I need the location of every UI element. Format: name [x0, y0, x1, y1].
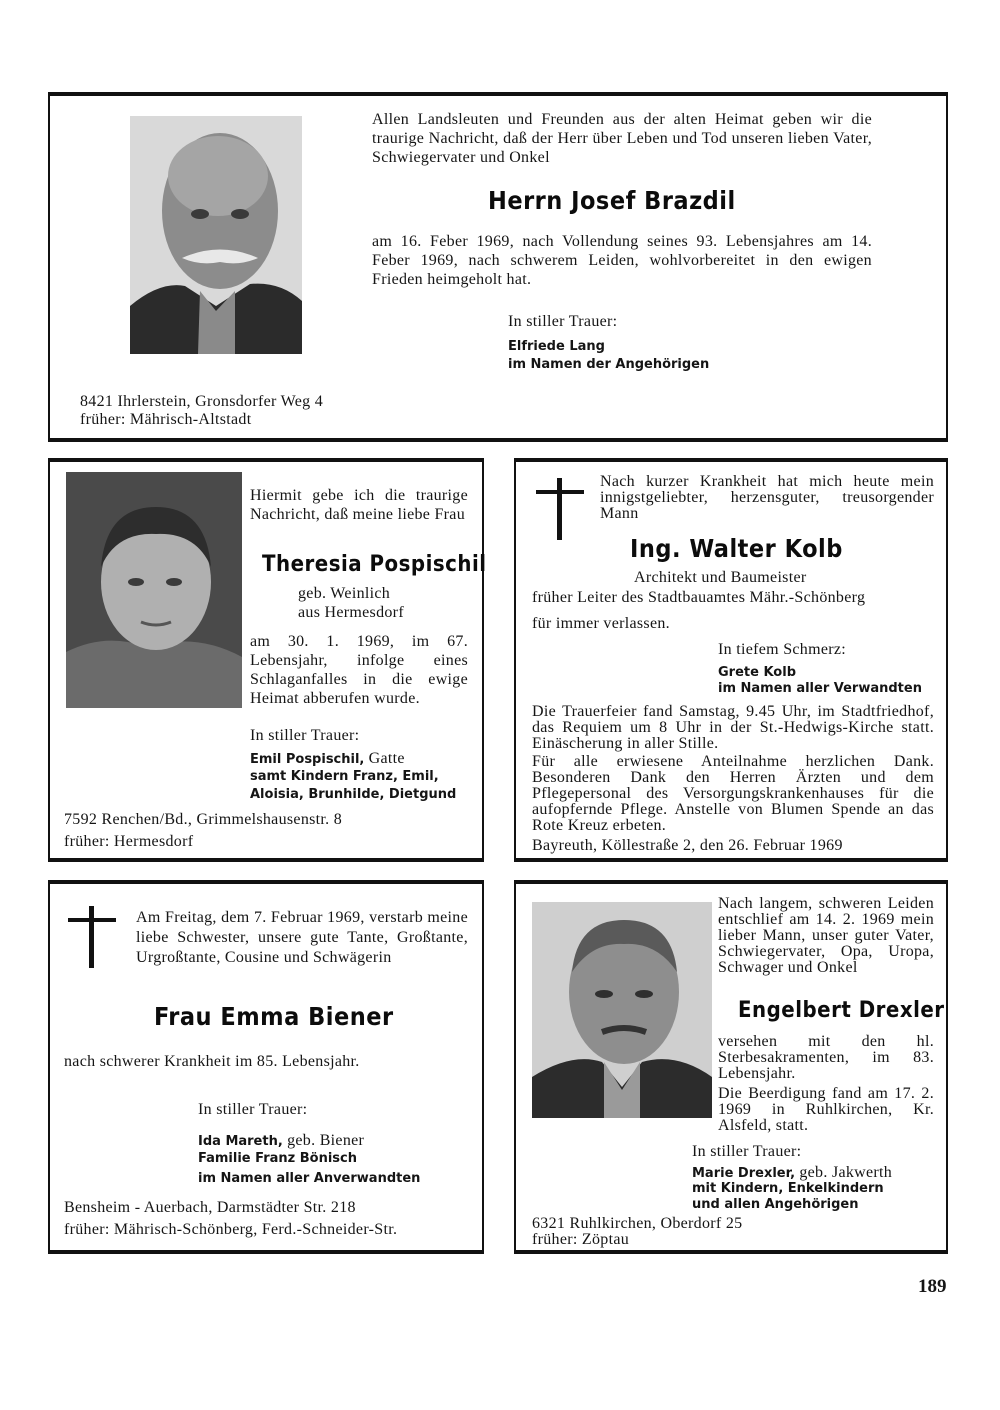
obituary-walter-kolb [514, 458, 948, 862]
address-line: Bensheim - Auerbach, Darmstädter Str. 218 [64, 1199, 356, 1216]
portrait-image [66, 472, 242, 708]
page-number: 189 [918, 1276, 947, 1297]
mourner-line [198, 1130, 364, 1150]
maiden-name: geb. Weinlich [298, 585, 391, 602]
portrait-photo [532, 902, 712, 1118]
former-address: früher: Zöptau [532, 1231, 630, 1248]
burial-text: Die Beerdigung fand am 17. 2. 1969 in Ruhlkirchen, Kr. Alsfeld, statt. [718, 1085, 934, 1134]
portrait-image [532, 902, 712, 1118]
deceased-name: Theresia Pospischil [262, 552, 487, 577]
thanks-text: Für alle erwiesene Anteilnahme herzlichen Dank. Besonderen Dank den Herren Ärzten und dem Pflegepersonal des Versorgungskrankenhauses für die aufopfernde Pflege. Anstelle von Blumen Spende an das Rote Kreuz erbeten. [532, 753, 934, 834]
portrait-photo [130, 116, 302, 354]
sacraments-text: versehen mit den hl. Sterbesakramenten, im 83. Lebensjahr. [718, 1033, 934, 1082]
deceased-name: Engelbert Drexler [738, 998, 945, 1023]
mourning-label: In tiefem Schmerz: [718, 641, 847, 658]
former-address: früher: Mährisch-Altstadt [80, 411, 252, 428]
mourner-maiden-name: geb. Jakwerth [795, 1164, 893, 1181]
profession: Architekt und Baumeister [634, 569, 807, 586]
deceased-name: Herrn Josef Brazdil [488, 186, 736, 215]
mourner-note: im Namen aller Verwandten [718, 681, 922, 696]
mourner-name: Ida Mareth, [198, 1134, 283, 1149]
mourner-note: und allen Angehörigen [692, 1197, 859, 1212]
former-address: früher: Hermesdorf [64, 833, 194, 850]
obituary-theresia-pospischil [48, 458, 487, 862]
details-text: am 16. Feber 1969, nach Vollendung seines 93. Lebensjahres am 14. Feber 1969, nach schwerem Leiden, wohlvorbereitet in den ewigen Frieden heimgeholt hat. [372, 233, 872, 288]
mourner-role: Gatte [364, 750, 405, 767]
mourning-label: In stiller Trauer: [508, 313, 618, 330]
intro-text: Allen Landsleuten und Freunden aus der alten Heimat geben wir die traurige Nachricht, daß der Herr über Leben und Tod unseren lieben Vater, Schwiegervater und Onkel [372, 111, 872, 166]
deceased-name: Ing. Walter Kolb [630, 534, 843, 563]
address-line: 6321 Ruhlkirchen, Oberdorf 25 [532, 1215, 743, 1232]
place-and-date: Bayreuth, Köllestraße 2, den 26. Februar 1969 [532, 837, 843, 854]
cross-icon [536, 478, 584, 540]
address-line: 8421 Ihrlerstein, Gronsdorfer Weg 4 [80, 393, 324, 410]
former-position: früher Leiter des Stadtbauamtes Mähr.-Schönberg [532, 589, 866, 606]
cross-icon [68, 906, 116, 968]
mourner-children: samt Kindern Franz, Emil, [250, 769, 439, 784]
funeral-info: Die Trauerfeier fand Samstag, 9.45 Uhr, im Stadtfriedhof, das Requiem um 8 Uhr in der St.-Hedwigs-Kirche statt. Einäscherung in aller Stille. [532, 703, 934, 752]
mourner-note: im Namen aller Anverwandten [198, 1171, 421, 1186]
mourner-maiden-name: geb. Biener [282, 1132, 365, 1149]
obituary-emma-biener [48, 880, 484, 1254]
former-address: früher: Mährisch-Schönberg, Ferd.-Schneider-Str. [64, 1221, 398, 1238]
details-text: nach schwerer Krankheit im 85. Lebensjahr. [64, 1053, 360, 1070]
mourner-family: Familie Franz Bönisch [198, 1151, 357, 1166]
mourner-name: Grete Kolb [718, 665, 796, 680]
mourner-name: Elfriede Lang [508, 339, 605, 354]
obituary-engelbert-drexler [514, 880, 948, 1254]
intro-text: Am Freitag, dem 7. Februar 1969, verstarb meine liebe Schwester, unsere gute Tante, Großtante, Urgroßtante, Cousine und Schwägerin [136, 909, 468, 966]
mourner-line [250, 748, 405, 768]
obituary-josef-brazdil [48, 92, 948, 442]
mourner-children-names: Aloisia, Brunhilde, Dietgund [250, 787, 457, 802]
mourner-name: Emil Pospischil, [250, 752, 365, 767]
mourning-label: In stiller Trauer: [250, 727, 360, 744]
mourner-line [692, 1162, 892, 1182]
address-line: 7592 Renchen/Bd., Grimmelshausenstr. 8 [64, 811, 343, 828]
mourning-label: In stiller Trauer: [198, 1101, 308, 1118]
details-text: am 30. 1. 1969, im 67. Lebensjahr, infolge eines Schlaganfalles in die ewige Heimat abberufen wurde. [250, 633, 468, 707]
mourner-children: mit Kindern, Enkelkindern [692, 1181, 884, 1196]
intro-text: Nach kurzer Krankheit hat mich heute mein innigstgeliebter, herzensguter, treusorgender Mann [600, 473, 934, 522]
left-text: für immer verlassen. [532, 615, 670, 632]
mourner-note: im Namen der Angehörigen [508, 357, 710, 372]
portrait-image [130, 116, 302, 354]
mourning-label: In stiller Trauer: [692, 1143, 802, 1160]
intro-text: Nach langem, schweren Leiden entschlief am 14. 2. 1969 mein lieber Mann, unser guter Vater, Schwiegervater, Opa, Uropa, Schwager und Onkel [718, 895, 934, 976]
origin: aus Hermesdorf [298, 604, 404, 621]
mourner-name: Marie Drexler, [692, 1166, 796, 1181]
portrait-photo [66, 472, 242, 708]
deceased-name: Frau Emma Biener [154, 1002, 394, 1031]
intro-text: Hiermit gebe ich die traurige Nachricht, daß meine liebe Frau [250, 487, 468, 523]
